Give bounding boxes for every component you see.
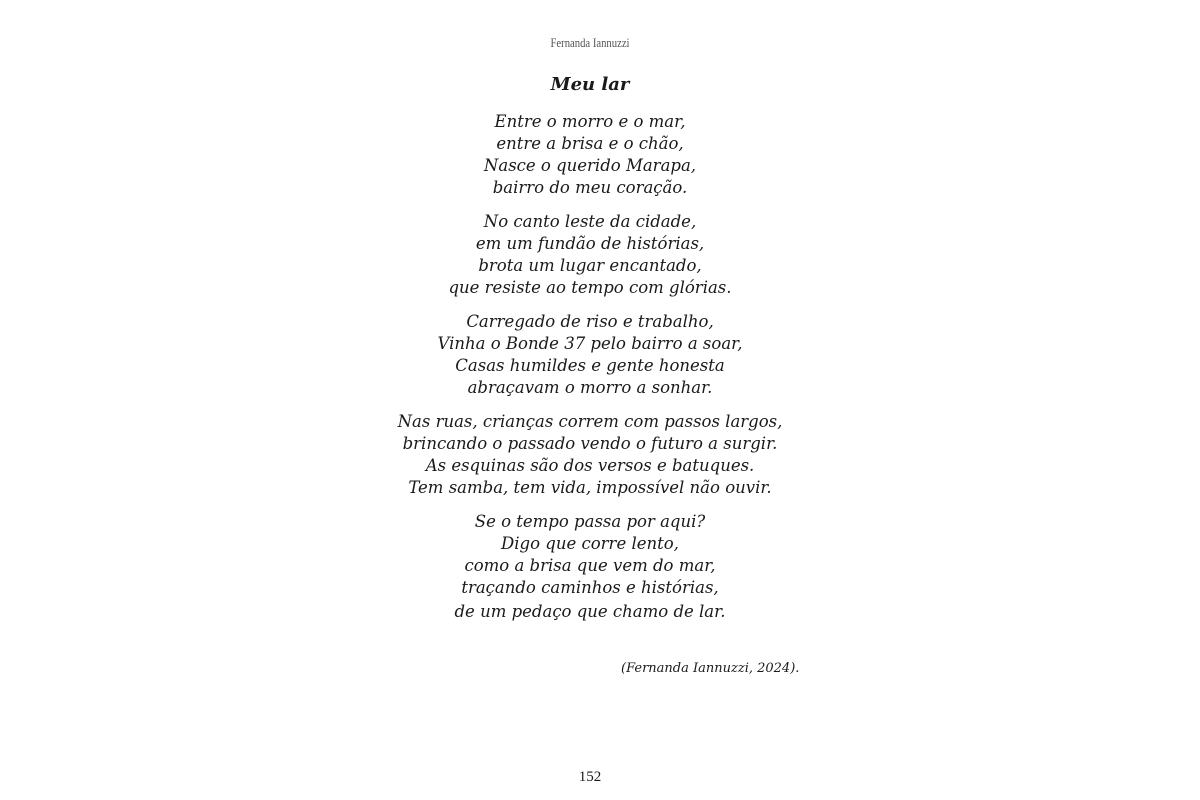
poem-line: bairro do meu coração. [492,178,688,197]
poem-line: abraçavam o morro a sonhar. [467,378,713,397]
poem-line: Entre o morro e o mar, [494,112,686,131]
poem-line: Nasce o querido Marapa, [483,156,697,175]
poem-line: entre a brisa e o chão, [496,134,684,153]
poem-line: As esquinas são dos versos e batuques. [425,456,755,475]
poem-line: Tem samba, tem vida, impossível não ouvir. [408,478,772,497]
stanza-1 [0,111,1180,199]
poem-line: brota um lugar encantado, [478,256,702,275]
poem-line: Nas ruas, crianças correm com passos largos, [397,412,783,431]
stanza-4 [0,411,1180,499]
poem-line: em um fundão de histórias, [475,234,705,253]
poem-line: de um pedaço que chamo de lar. [454,602,726,621]
running-header: Fernanda Iannuzzi [550,35,630,50]
stanza-2 [0,211,1180,299]
poem-line: Casas humildes e gente honesta [455,356,725,375]
poem-line: Carregado de riso e trabalho, [466,312,714,331]
stanza-3 [0,311,1180,399]
poem-line: que resiste ao tempo com glórias. [448,278,732,297]
poem-citation: (Fernanda Iannuzzi, 2024). [621,661,800,676]
poem-title: Meu lar [550,74,630,95]
poem-line: Digo que corre lento, [501,534,679,553]
poem-body [0,111,1180,635]
page-number: 152 [578,769,602,785]
poem-line: traçando caminhos e histórias, [461,578,719,597]
stanza-5 [0,511,1180,623]
poem-line: No canto leste da cidade, [483,212,697,231]
poem-line: como a brisa que vem do mar, [464,556,716,575]
poem-line: Vinha o Bonde 37 pelo bairro a soar, [437,334,743,353]
poem-line: Se o tempo passa por aqui? [474,512,706,531]
poem-line: brincando o passado vendo o futuro a surgir. [402,434,778,453]
